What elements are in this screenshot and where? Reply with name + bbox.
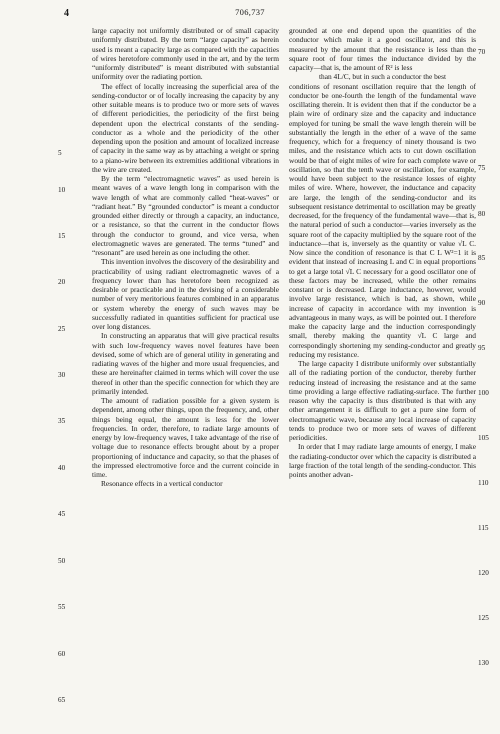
- line-number: 100: [478, 389, 489, 397]
- paragraph: Resonance effects in a vertical conductor: [101, 479, 223, 489]
- line-number: 90: [478, 299, 486, 307]
- line-number: 20: [58, 278, 66, 286]
- line-number: 5: [58, 149, 62, 157]
- paragraph: grounded at one end depend upon the quantities of the conductor which make it a good oscillator, and this is measured by the amount that the resistance is less than the square root of four times the inductance divided by the capacity—that is, the amount of R² is less: [289, 26, 476, 72]
- line-number: 30: [58, 371, 66, 379]
- line-number: 40: [58, 464, 66, 472]
- page-number: 4: [64, 8, 69, 19]
- paragraph: In constructing an apparatus that will give practical results with such low-frequency waves novel features have been devised, some of which are of general utility in generating and radiating waves of the higher and more usual frequencies, and these are hereinafter claimed in terms which will cover the use thereof in other than the specific connection for which they are primarily intended.: [92, 331, 279, 396]
- line-number: 130: [478, 659, 489, 667]
- line-number: 10: [58, 186, 66, 194]
- line-number: 75: [478, 164, 486, 172]
- formula-line: than 4L/C, but in such a conductor the best: [318, 72, 447, 82]
- paragraph: conditions of resonant oscillation require that the length of conductor be one-fourth the length of the fundamental wave oscillating therein. It is evident then that if the conductor be a plain wire of ordinary size and the capacity and inductance employed for tuning be small the wave length therein will be substantially the length in the ether of a wave of the same frequency, which for a frequency of ninety thousand is two miles, and the resistance which acts to cut down oscillation would be that of eight miles of wire for each complete wave or oscillation, so that the tenth wave or oscillation, for example, would have been subject to the resistance losses of eighty miles of wire. Where, however, the inductance and capacity are large, the length of the sending-conductor and its subsequent resistance detrimental to oscillation may be greatly decreased, for the frequency of the fundamental wave—that is, the natural period of such a conductor—varies inversely as the square root of the capacity multiplied by the square root of the inductance—that is, inversely as the quantity or value √L C. Now since the condition of resonance is that C L W²=1 it is evident that instead of increasing L and C in equal proportions to get a large total √L C necessary for a good oscillator one of these factors may be increased, while the other remains constant or is decreased. Large inductance, however, would involve large resistance, which is bad, as shown, while increase of capacity in accordance with my invention is advantageous in many ways, as will be pointed out. I therefore make the capacity large and the induction correspondingly small, thereby making the quantity √L C large and correspondingly shortening my sending-conductor and greatly reducing my resistance.: [289, 81, 476, 359]
- paragraph: The large capacity I distribute uniformly over substantially all of the radiating portion of the conductor, thereby further reducing instead of increasing the resistance and at the same time providing a large effective radiating-surface. The further reason why the capacity is thus distributed is that with any other arrangement it is difficult to get a pure sine form of electromagnetic wave, because any local increase of capacity tends to produce two or more sets of waves of different periodicities.: [289, 359, 476, 442]
- left-column: [92, 26, 279, 489]
- patent-number: 706,737: [235, 7, 265, 17]
- line-number: 95: [478, 344, 486, 352]
- line-number: 50: [58, 557, 66, 565]
- right-column: [289, 26, 476, 479]
- line-number: 115: [478, 524, 489, 532]
- line-number: 60: [58, 650, 66, 658]
- line-number: 15: [58, 232, 66, 240]
- line-number: 45: [58, 510, 66, 518]
- line-number: 35: [58, 417, 66, 425]
- paragraph: large capacity not uniformly distributed or of small capacity uniformly distributed. By the term “large capacity” as herein used is meant a capacity large as compared with the capacities of wires heretofore commonly used in the art, and by the term “uniformly distributed” is meant distributed with substantial uniformity over the radiating portion.: [92, 26, 279, 82]
- paragraph: This invention involves the discovery of the desirability and practicability of using radiant electromagnetic waves of a frequency lower than has heretofore been recognized as desirable or practicable and in the devising of a considerable number of very meritorious features combined in an apparatus or system whereby the energy of such waves may be successfully radiated in quantities sufficient for practical use over long distances.: [92, 257, 279, 331]
- line-number: 70: [478, 48, 486, 56]
- line-number: 65: [58, 696, 66, 704]
- line-number: 105: [478, 434, 489, 442]
- line-number: 110: [478, 479, 489, 487]
- line-number: 120: [478, 569, 489, 577]
- paragraph: The effect of locally increasing the superficial area of the sending-conductor or of locally increasing the capacity by any other suitable means is to produce two or more sets of waves of different periodicities, the periodicity of the first being dependent upon the electrical constants of the sending-conductor as a whole and the periodicity of the other depending upon the position and amount of localized increase of capacity in the same way as by attaching a weight or spring to a piano-wire between its extremities additional vibrations in the wire are created.: [92, 81, 279, 174]
- line-number: 80: [478, 210, 486, 218]
- paragraph: By the term “electromagnetic waves” as used herein is meant waves of a wave length long in comparison with the wave length of what are commonly called “heat-waves” or “radiant heat.” By “grounded conductor” is meant a conductor grounded either directly or through a capacity, an inductance, or a resistance, so that the current in the conductor flows through the conductor to ground, and vice versa, when electromagnetic waves are generated. The terms “tuned” and “resonant” are used herein as one including the other.: [92, 174, 279, 257]
- paragraph: In order that I may radiate large amounts of energy, I make the radiating-conductor over which the capacity is distributed a large fraction of the total length of the sending-conductor. This points another advan-: [289, 442, 476, 479]
- line-number: 55: [58, 603, 66, 611]
- line-number: 85: [478, 254, 486, 262]
- paragraph: The amount of radiation possible for a given system is dependent, among other things, upon the frequency, and, other things being equal, the amount is less for the lower frequencies. In order, therefore, to radiate large amounts of energy by low-frequency waves, I take advantage of the rise of voltage due to resonance effects brought about by a proper proportioning of inductance and capacity, so that the phases of the impressed electromotive force and the current coincide in time.: [92, 396, 279, 479]
- line-number: 25: [58, 325, 66, 333]
- line-number: 125: [478, 614, 489, 622]
